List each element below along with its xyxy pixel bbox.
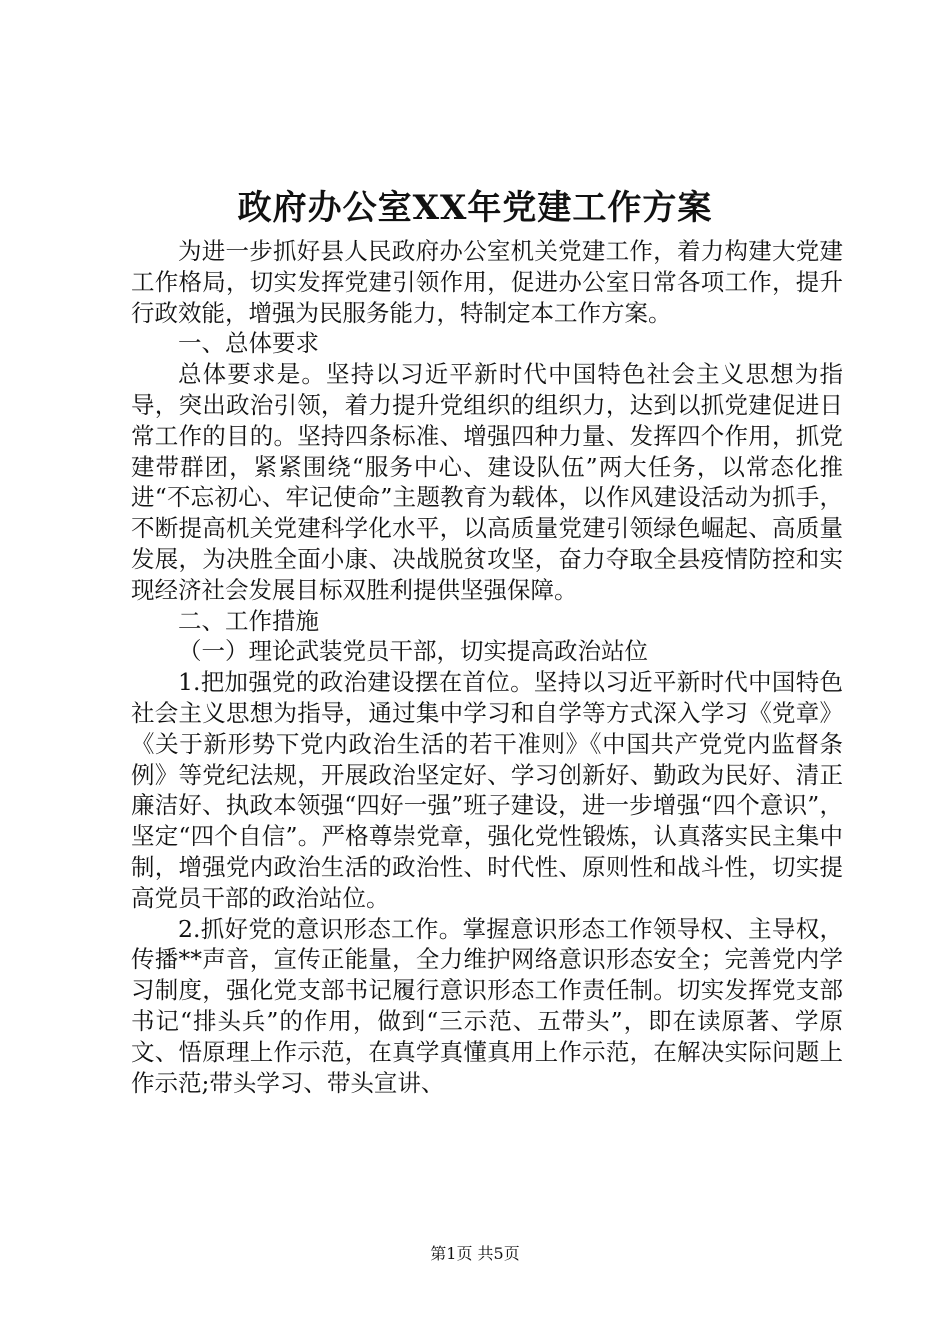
- document-title: 政府办公室XX年党建工作方案: [237, 188, 713, 228]
- measure-1-paragraph: 1.把加强党的政治建设摆在首位。坚持以习近平新时代中国特色社会主义思想为指导，通过集中学习和自学等方式深入学习《党章》《关于新形势下党内政治生活的若干准则》《中国共产党党内监督条例》等党纪法规，开展政治坚定好、学习创新好、勤政为民好、清正廉洁好、执政本领强“四好一强”班子建设，进一步增强“四个意识”，坚定“四个自信”。严格尊崇党章，强化党性锻炼，认真落实民主集中制，增强党内政治生活的政治性、时代性、原则性和战斗性，切实提高党员干部的政治站位。: [131, 668, 843, 912]
- document-body: [131, 236, 843, 1098]
- page-number-footer: 第1页 共5页: [430, 1244, 520, 1263]
- subsection-heading-theory: （一）理论武装党员干部，切实提高政治站位: [178, 637, 648, 666]
- general-requirements-paragraph: 总体要求是。坚持以习近平新时代中国特色社会主义思想为指导，突出政治引领，着力提升党组织的组织力，达到以抓党建促进日常工作的目的。坚持四条标准、增强四种力量、发挥四个作用，抓党建带群团，紧紧围绕“服务中心、建设队伍”两大任务，以常态化推进“不忘初心、牢记使命”主题教育为载体，以作风建设活动为抓手，不断提高机关党建科学化水平，以高质量党建引领绿色崛起、高质量发展，为决胜全面小康、决战脱贫攻坚，奋力夺取全县疫情防控和实现经济社会发展目标双胜利提供坚强保障。: [131, 360, 843, 604]
- section-heading-general-requirements: 一、总体要求: [178, 329, 319, 358]
- section-heading-work-measures: 二、工作措施: [178, 606, 319, 635]
- intro-paragraph: 为进一步抓好县人民政府办公室机关党建工作，着力构建大党建工作格局，切实发挥党建引领作用，促进办公室日常各项工作，提升行政效能，增强为民服务能力，特制定本工作方案。: [131, 237, 843, 327]
- measure-2-paragraph: 2.抓好党的意识形态工作。掌握意识形态工作领导权、主导权，传播**声音，宣传正能量，全力维护网络意识形态安全；完善党内学习制度，强化党支部书记履行意识形态工作责任制。切实发挥党支部书记“排头兵”的作用，做到“三示范、五带头”，即在读原著、学原文、悟原理上作示范，在真学真懂真用上作示范，在解决实际问题上作示范;带头学习、带头宣讲、: [131, 914, 843, 1097]
